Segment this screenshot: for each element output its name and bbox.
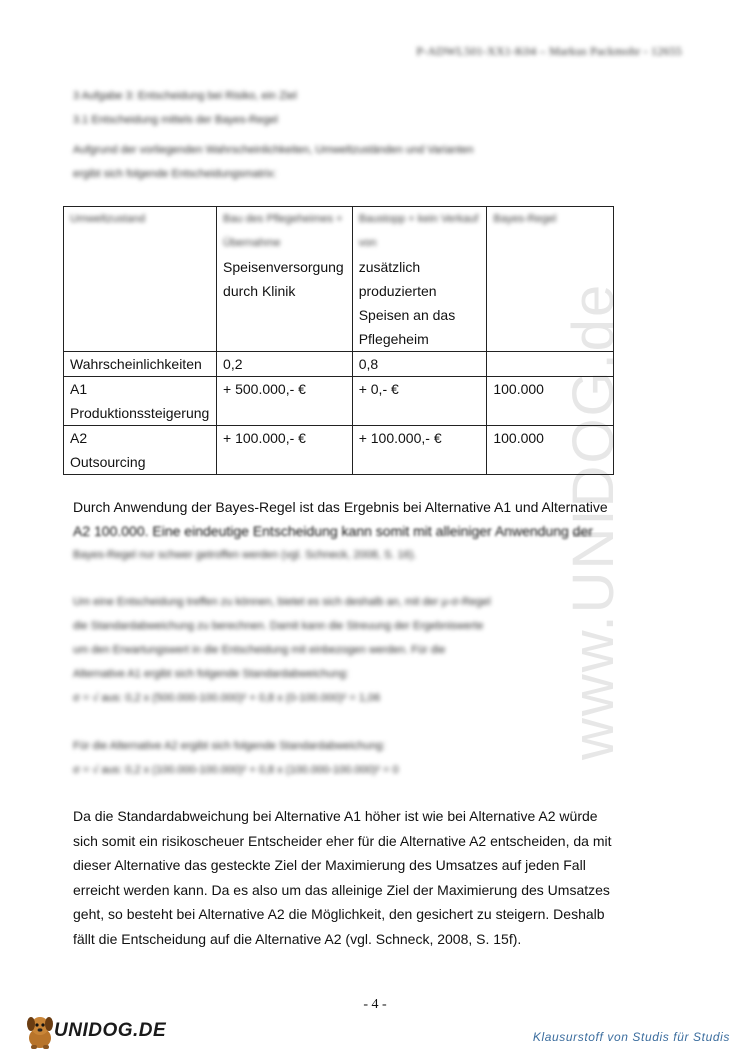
header-cell bbox=[64, 207, 217, 352]
page-number: - 4 - bbox=[363, 997, 387, 1012]
row-label-cell bbox=[64, 426, 217, 475]
logo-text: UNIDOG.DE bbox=[54, 1020, 167, 1041]
row-label: Outsourcing bbox=[70, 454, 146, 470]
intro-paragraph bbox=[73, 138, 613, 186]
header-cell-text: Bau des Pflegeheimes + Übernahme bbox=[223, 213, 343, 249]
paragraph-line: die Standardabweichung zu berechnen. Damit kann die Streuung der Ergebniswerte bbox=[73, 620, 484, 632]
paragraph-line: erreicht werden kann. Da es also um das alleinige Ziel der Maximierung des Umsatzes bbox=[73, 881, 610, 898]
paragraph-line: Da die Standardabweichung bei Alternative A1 höher ist wie bei Alternative A2 würde bbox=[73, 808, 598, 824]
watermark-text: www.UNIDOG.de bbox=[561, 282, 626, 760]
header-cell bbox=[217, 207, 353, 352]
paragraph-line: fällt die Entscheidung auf die Alternative A2 (vgl. Schneck, 2008, S. 15f). bbox=[73, 930, 522, 947]
paragraph-conclusion bbox=[73, 804, 618, 951]
paragraph-line: Um eine Entscheidung treffen zu können, bietet es sich deshalb an, mit der μ-σ-Regel bbox=[73, 596, 491, 608]
table-cell: + 100.000,- € bbox=[217, 426, 353, 475]
section-heading: 3 Aufgabe 3: Entscheidung bei Risiko, ein Ziel bbox=[73, 90, 297, 102]
row-label: A1 bbox=[70, 381, 88, 397]
paragraph-line: um den Erwartungswert in die Entscheidung mit einbezogen werden. Für die bbox=[73, 644, 446, 656]
row-label: A2 bbox=[70, 430, 88, 446]
header-cell-line: zusätzlich bbox=[358, 259, 421, 275]
paragraph-line: geht, so besteht bei Alternative A2 die Möglichkeit, den gesichert zu steigern. Deshalb bbox=[73, 906, 605, 922]
table-row bbox=[64, 377, 614, 426]
row-label: Produktionssteigerung bbox=[70, 405, 210, 421]
table-cell: 100.000 bbox=[487, 426, 614, 475]
paragraph-line: sich somit ein risikoscheuer Entscheider eher für die Alternative A2 entscheiden, da mit bbox=[73, 832, 612, 849]
header-cell-line: Speisenversorgung bbox=[223, 259, 344, 275]
table-cell: 100.000 bbox=[487, 377, 614, 426]
table-cell bbox=[487, 352, 614, 377]
paragraph-line: A2 100.000. Eine eindeutige Entscheidung kann somit mit alleiniger Anwendung der bbox=[73, 523, 593, 539]
paragraph-line: Alternative A1 ergibt sich folgende Standardabweichung: bbox=[73, 668, 349, 680]
formula-line: σ = √ aus: 0,2 x (100.000-100.000)² + 0,8 x (100.000-100.000)² = 0 bbox=[73, 764, 399, 776]
table-cell: 0,8 bbox=[352, 352, 487, 377]
header-cell-text: Baustopp + kein Verkauf von bbox=[358, 213, 479, 249]
row-label-cell bbox=[64, 377, 217, 426]
paragraph-std-deviation-a1 bbox=[73, 590, 618, 710]
page-header: P-ADWL501-XX1-K04 – Markus Packmohr - 12655 bbox=[416, 44, 682, 58]
table-cell: + 0,- € bbox=[352, 377, 487, 426]
paragraph-std-deviation-a2 bbox=[73, 734, 618, 782]
unidog-logo bbox=[20, 1012, 180, 1052]
paragraph-line: Bayes-Regel nur schwer getroffen werden (vgl. Schneck, 2008, S. 16). bbox=[73, 549, 417, 561]
row-label: Wahrscheinlichkeiten bbox=[70, 356, 202, 372]
header-cell-text: Bayes-Regel bbox=[493, 213, 557, 225]
table-row bbox=[64, 426, 614, 475]
row-label-cell bbox=[64, 352, 217, 377]
header-cell-line: Pflegeheim bbox=[358, 331, 429, 347]
formula-line: σ = √ aus: 0,2 x (500.000-100.000)² + 0,8 x (0-100.000)² = 1,06 bbox=[73, 692, 381, 704]
table-cell: + 500.000,- € bbox=[217, 377, 353, 426]
footer-tagline: Klausurstoff von Studis für Studis bbox=[532, 1030, 730, 1044]
header-cell-line: produzierten bbox=[358, 283, 437, 299]
table-row bbox=[64, 352, 614, 377]
table-cell: + 100.000,- € bbox=[352, 426, 487, 475]
table-header-row bbox=[64, 207, 614, 352]
intro-line: ergibt sich folgende Entscheidungsmatrix: bbox=[73, 168, 277, 180]
decision-matrix-table bbox=[63, 206, 614, 475]
paragraph-line: Durch Anwendung der Bayes-Regel ist das Ergebnis bei Alternative A1 und Alternative bbox=[73, 499, 608, 515]
header-cell bbox=[352, 207, 487, 352]
paragraph-bayes-result bbox=[73, 495, 618, 567]
paragraph-line: dieser Alternative das gesteckte Ziel der Maximierung des Umsatzes auf jeden Fall bbox=[73, 857, 586, 873]
header-cell-text: Umweltzustand bbox=[70, 213, 146, 225]
header-cell bbox=[487, 207, 614, 352]
intro-line: Aufgrund der vorliegenden Wahrscheinlichkeiten, Umweltzuständen und Varianten bbox=[73, 144, 474, 156]
section-subheading: 3.1 Entscheidung mittels der Bayes-Regel bbox=[73, 114, 278, 126]
paragraph-line: Für die Alternative A2 ergibt sich folgende Standardabweichung: bbox=[73, 740, 386, 752]
table-cell: 0,2 bbox=[217, 352, 353, 377]
header-cell-line: Speisen an das bbox=[358, 307, 456, 323]
header-cell-line: durch Klinik bbox=[223, 283, 296, 299]
